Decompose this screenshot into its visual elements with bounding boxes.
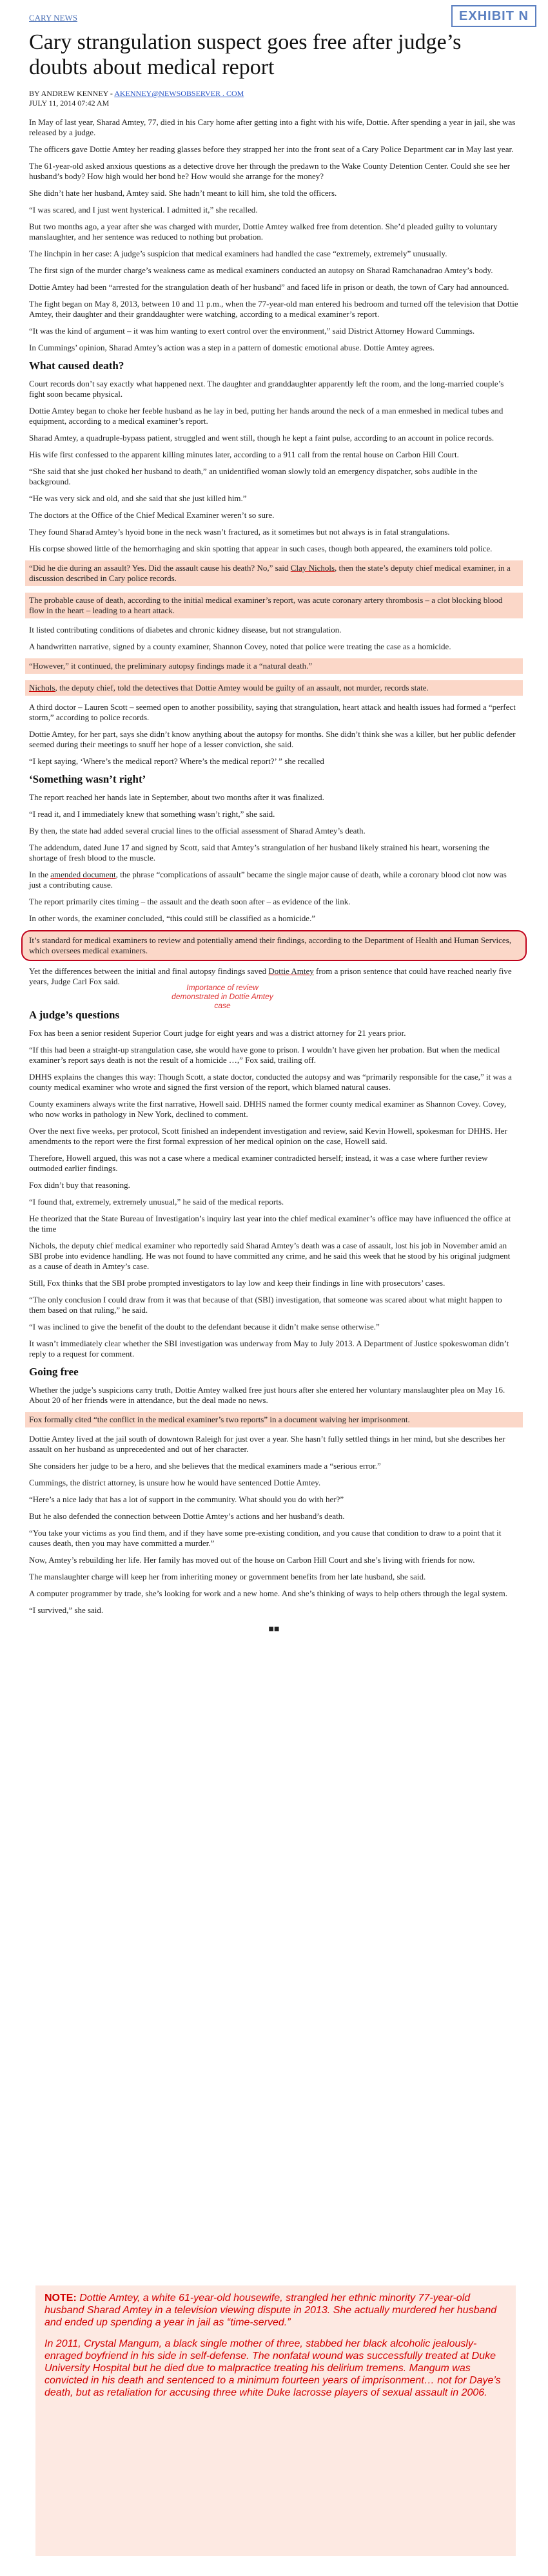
paragraph: Dottie Amtey lived at the jail south of downtown Raleigh for just over a year. She hasn’t fully settled things in her mind, but she describes her assault on her husband as unprecedented and out of her character. (29, 1434, 505, 1454)
paragraph: The manslaughter charge will keep her from inheriting money or government benefits from her late husband, she said. (29, 1572, 426, 1581)
note-box (35, 2285, 516, 2556)
name-underlined: Nichols (29, 683, 55, 692)
paragraph: “I read it, and I immediately knew that something wasn’t right,” she said. (29, 809, 275, 819)
name-underlined: Clay Nichols (290, 563, 335, 573)
paragraph: By then, the state had added several crucial lines to the official assessment of Sharad Amtey’s death. (29, 826, 366, 835)
quote-text: “Did he die during an assault? Yes. Did the assault cause his death? No,” said (29, 563, 291, 573)
paragraph: It wasn’t immediately clear whether the SBI investigation was underway from May to July 2013. A Department of Justice spokeswoman didn’t reply to a request for comment. (29, 1339, 509, 1359)
paragraph: The report primarily cites timing – the assault and the death soon after – as evidence of the link. (29, 897, 351, 906)
text-span: Yet the differences between the initial and final autopsy findings saved (29, 966, 269, 976)
paragraph: Sharad Amtey, a quadruple-bypass patient, struggled and went still, though he kept a faint pulse, according to an account in police records. (29, 433, 494, 443)
handwritten-annotation: Importance of review demonstrated in Dottie Amtey case (171, 983, 273, 1010)
paragraph (29, 870, 519, 890)
paragraph: Fox didn’t buy that reasoning. (29, 1180, 130, 1190)
note-paragraph (44, 2292, 507, 2329)
byline (29, 89, 519, 99)
section-heading: A judge’s questions (29, 1009, 120, 1021)
paragraph: “He was very sick and old, and she said that she just killed him.” (29, 493, 247, 503)
circled-paragraph (21, 930, 527, 961)
paragraph: But he also defended the connection between Dottie Amtey’s actions and her husband’s death. (29, 1511, 345, 1521)
article (29, 13, 519, 1639)
highlighted-paragraph (25, 680, 523, 696)
paragraph: “The only conclusion I could draw from it was that because of that (SBI) investigation, that someone was scared about what might happen to them based on that ruling,” he said. (29, 1295, 502, 1315)
section-heading: What caused death? (29, 359, 124, 372)
dottie-amtey-underlined: Dottie Amtey (268, 966, 314, 976)
paragraph: It’s standard for medical examiners to review and potentially amend their findings, according to the Department of Health and Human Services, which oversees medical examiners. (29, 935, 511, 955)
highlighted-paragraph: Fox formally cited “the conflict in the medical examiner’s two reports” in a document waiving her imprisonment. (25, 1412, 523, 1427)
amended-document-underlined: amended document (50, 870, 116, 879)
text-span: from a prison sentence that could have reached nearly five years, Judge Carl Fox said. (29, 966, 512, 986)
paragraph: “I survived,” she said. (29, 1605, 104, 1615)
paragraph: “I found that, extremely, extremely unusual,” he said of the medical reports. (29, 1197, 284, 1207)
paragraph: He theorized that the State Bureau of Investigation’s inquiry last year into the chief medical examiner’s office may have influenced the office at the time (29, 1214, 511, 1234)
note-label: NOTE: (44, 2293, 77, 2304)
paragraph: Therefore, Howell argued, this was not a case where a medical examiner contradicted herself; instead, it was a case where further review outmoded earlier findings. (29, 1153, 488, 1173)
paragraph: “If this had been a straight-up strangulation case, she would have gone to prison. I wouldn’t have given her probation. But when the medical examiner’s report says death is not the result of a homicide …,” Fox said, trailing off. (29, 1045, 500, 1065)
paragraph: Cummings, the district attorney, is unsure how he would have sentenced Dottie Amtey. (29, 1478, 321, 1487)
paragraph: DHHS explains the changes this way: Though Scott, a state doctor, conducted the autopsy and was “primarily responsible for the case,” it was a county medical examiner who wrote and signed the first version of the report, which blamed natural causes. (29, 1072, 512, 1092)
paragraph (29, 966, 519, 987)
section-heading: ‘Something wasn’t right’ (29, 773, 146, 785)
paragraph: The addendum, dated June 17 and signed by Scott, said that Amtey’s strangulation of her husband likely strained his heart, worsening the shortage of fresh blood to the muscle. (29, 843, 490, 863)
paragraph: The linchpin in her case: A judge’s suspicion that medical examiners had handled the case “extremely, extremely” unusually. (29, 249, 447, 258)
paragraph: Court records don’t say exactly what happened next. The daughter and granddaughter apparently left the room, and the long-married couple’s fight soon became physical. (29, 379, 504, 399)
paragraph: “I was scared, and I just went hysterical. I admitted it,” she recalled. (29, 205, 258, 215)
note-text: Dottie Amtey, a white 61-year-old housewife, strangled her ethnic minority 77-year-old husband Sharad Amtey in a television viewing dispute in 2013. She actually murdered her husband and ended up spending a year in jail as “time-served.” (44, 2293, 497, 2328)
paragraph: County examiners always write the first narrative, Howell said. DHHS named the former county medical examiner as Shannon Covey. Covey, who now works in pathology in New York, declined to comment. (29, 1099, 507, 1119)
paragraph: Nichols, the deputy chief medical examiner who reportedly said Sharad Amtey’s death was a case of assault, lost his job in November amid an SBI probe into evidence handling. He was not found to have committed any crime, and he said this week that he stood by his original judgment as a cause of death in Amtey’s case. (29, 1241, 511, 1271)
paragraph: “She said that she just choked her husband to death,” an unidentified woman slowly told an emergency dispatcher, sobs audible in the background. (29, 466, 478, 486)
paragraph: His corpse showed little of the hemorrhaging and skin spotting that appear in such cases, though both appeared, the examiners told police. (29, 544, 493, 553)
paragraph: Now, Amtey’s rebuilding her life. Her family has moved out of the house on Carbon Hill Court and she’s living with friends for now. (29, 1555, 475, 1565)
paragraph: The report reached her hands late in September, about two months after it was finalized. (29, 792, 324, 802)
paragraph: “I was inclined to give the benefit of the doubt to the defendant because it didn’t make sense otherwise.” (29, 1322, 380, 1331)
highlighted-paragraph: “However,” it continued, the preliminary autopsy findings made it a “natural death.” (25, 658, 523, 674)
highlighted-paragraph: The probable cause of death, according to the initial medical examiner’s report, was acute coronary artery thrombosis – a clot blocking blood flow in the heart – leading to a heart attack. (25, 593, 523, 618)
paragraph: Whether the judge’s suspicions carry truth, Dottie Amtey walked free just hours after she entered her voluntary manslaughter plea on May 16. About 20 of her friends were in attendance, but the deal made no news. (29, 1385, 505, 1405)
paragraph: The fight began on May 8, 2013, between 10 and 11 p.m., when the 77-year-old man entered his bedroom and turned off the television that Dottie Amtey, their daughter and their granddaughter were watching, according to a medical examiner’s report. (29, 299, 518, 319)
paragraph: The first sign of the murder charge’s weakness came as medical examiners conducted an autopsy on Sharad Ramchanadrao Amtey’s body. (29, 265, 493, 275)
paragraph: Still, Fox thinks that the SBI probe prompted investigators to lay low and keep their findings in line with prosecutors’ cases. (29, 1278, 445, 1288)
annotated-block (29, 966, 519, 1010)
paragraph: “Here’s a nice lady that has a lot of support in the community. What should you do with her?” (29, 1494, 344, 1504)
paragraph: His wife first confessed to the apparent killing minutes later, according to a 911 call from the rental house on Carbon Hill Court. (29, 450, 459, 459)
text-span: In the (29, 870, 51, 879)
paragraph: It listed contributing conditions of diabetes and chronic kidney disease, but not strangulation. (29, 625, 342, 634)
text-span: , the phrase “complications of assault” became the single major cause of death, while a coronary blood clot now was just a contributing cause. (29, 870, 507, 890)
paragraph: The officers gave Dottie Amtey her reading glasses before they strapped her into the front seat of a Cary Police Department car in May last year. (29, 144, 514, 154)
separator-marks: ■■ (268, 1625, 280, 1634)
exhibit-label: EXHIBIT N (451, 5, 536, 27)
paragraph: She considers her judge to be a hero, and she believes that the medical examiners made a “serious error.” (29, 1461, 381, 1471)
paragraph: A handwritten narrative, signed by a county examiner, Shannon Covey, noted that police were treating the case as a homicide. (29, 642, 451, 651)
paragraph: Dottie Amtey had been “arrested for the strangulation death of her husband” and faced life in prison or death, the town of Cary had announced. (29, 282, 509, 292)
paragraph: She didn’t hate her husband, Amtey said. She hadn’t meant to kill him, she told the officers. (29, 188, 337, 198)
paragraph: Dottie Amtey began to choke her feeble husband as he lay in bed, putting her hands around the neck of a man enmeshed in medical tubes and equipment, according to a medical examiner’s report. (29, 406, 504, 426)
quote-text: , the deputy chief, told the detectives that Dottie Amtey would be guilty of an assault, not murder, records state. (55, 683, 429, 692)
highlighted-paragraph (25, 560, 523, 586)
paragraph: The doctors at the Office of the Chief Medical Examiner weren’t so sure. (29, 510, 275, 520)
article-title: Cary strangulation suspect goes free after judge’s doubts about medical report (29, 30, 462, 79)
paragraph: A computer programmer by trade, she’s looking for work and a new home. And she’s thinking of ways to help others through the legal system. (29, 1589, 507, 1598)
paragraph: In Cummings’ opinion, Sharad Amtey’s action was a step in a pattern of domestic emotional abuse. Dottie Amtey agrees. (29, 343, 435, 352)
paragraph: The 61-year-old asked anxious questions as a detective drove her through the predawn to the Wake County Detention Center. Could she see her husband’s body? How high would her bond be? How would she arrange for the money? (29, 161, 511, 181)
paragraph: In other words, the examiner concluded, “this could still be classified as a homicide.” (29, 913, 316, 923)
paragraph: “It was the kind of argument – it was him wanting to exert control over the environment,” said District Attorney Howard Cummings. (29, 326, 475, 336)
paragraph: They found Sharad Amtey’s hyoid bone in the neck wasn’t fractured, as it sometimes but not always is in fatal strangulations. (29, 527, 450, 537)
byline-author: BY ANDREW KENNEY - (29, 89, 115, 98)
quote-text: , then the state’s deputy chief medical examiner, in a discussion described in Cary police records. (29, 563, 511, 583)
paragraph: Fox has been a senior resident Superior Court judge for eight years and was a district attorney for 21 years prior. (29, 1028, 406, 1038)
paragraph: “You take your victims as you find them, and if they have some pre-existing condition, and you cause that condition to draw to a point that it causes death, then you may have committed a murder.” (29, 1528, 502, 1548)
paragraph: Over the next five weeks, per protocol, Scott finished an independent investigation and review, said Kevin Howell, spokesman for DHHS. Her amendments to the report were the first formal expression of her medical opinion on the case, Howell said. (29, 1126, 507, 1146)
note-paragraph: In 2011, Crystal Mangum, a black single mother of three, stabbed her black alcoholic jealously-enraged boyfriend in his side in self-defense. The nonfatal wound was successfully treated at Duke University Hospital but he died due to malpractice treating his delirium tremens. Mangum was convicted in his death and sentenced to a minimum fourteen years of imprisonment… not for Daye’s death, but as retaliation for accusing three white Duke lacrosse players of sexual assault in 2006. (44, 2338, 501, 2398)
site-link[interactable]: CARY NEWS (29, 13, 77, 23)
article-date: JULY 11, 2014 07:42 AM (29, 99, 110, 108)
paragraph: Dottie Amtey, for her part, says she didn’t know anything about the autopsy for months. She didn’t think she was a killer, but her public defender seemed during their meetings to snuff her hope of a lesser conviction, she said. (29, 729, 516, 749)
paragraph: In May of last year, Sharad Amtey, 77, died in his Cary home after getting into a fight with his wife, Dottie. After spending a year in jail, she was released by a judge. (29, 117, 516, 137)
section-heading: Going free (29, 1366, 79, 1378)
paragraph: A third doctor – Lauren Scott – seemed open to another possibility, saying that strangulation, heart attack and health issues had formed a “perfect storm,” according to police records. (29, 702, 516, 722)
paragraph: “I kept saying, ‘Where’s the medical report? Where’s the medical report?’ ” she recalled (29, 756, 324, 766)
paragraph: But two months ago, a year after she was charged with murder, Dottie Amtey walked free from detention. She’d pleaded guilty to voluntary manslaughter, and her sentence was reduced to nothing but probation. (29, 222, 498, 242)
author-email-link[interactable]: AKENNEY@NEWSOBSERVER . COM (114, 89, 244, 98)
